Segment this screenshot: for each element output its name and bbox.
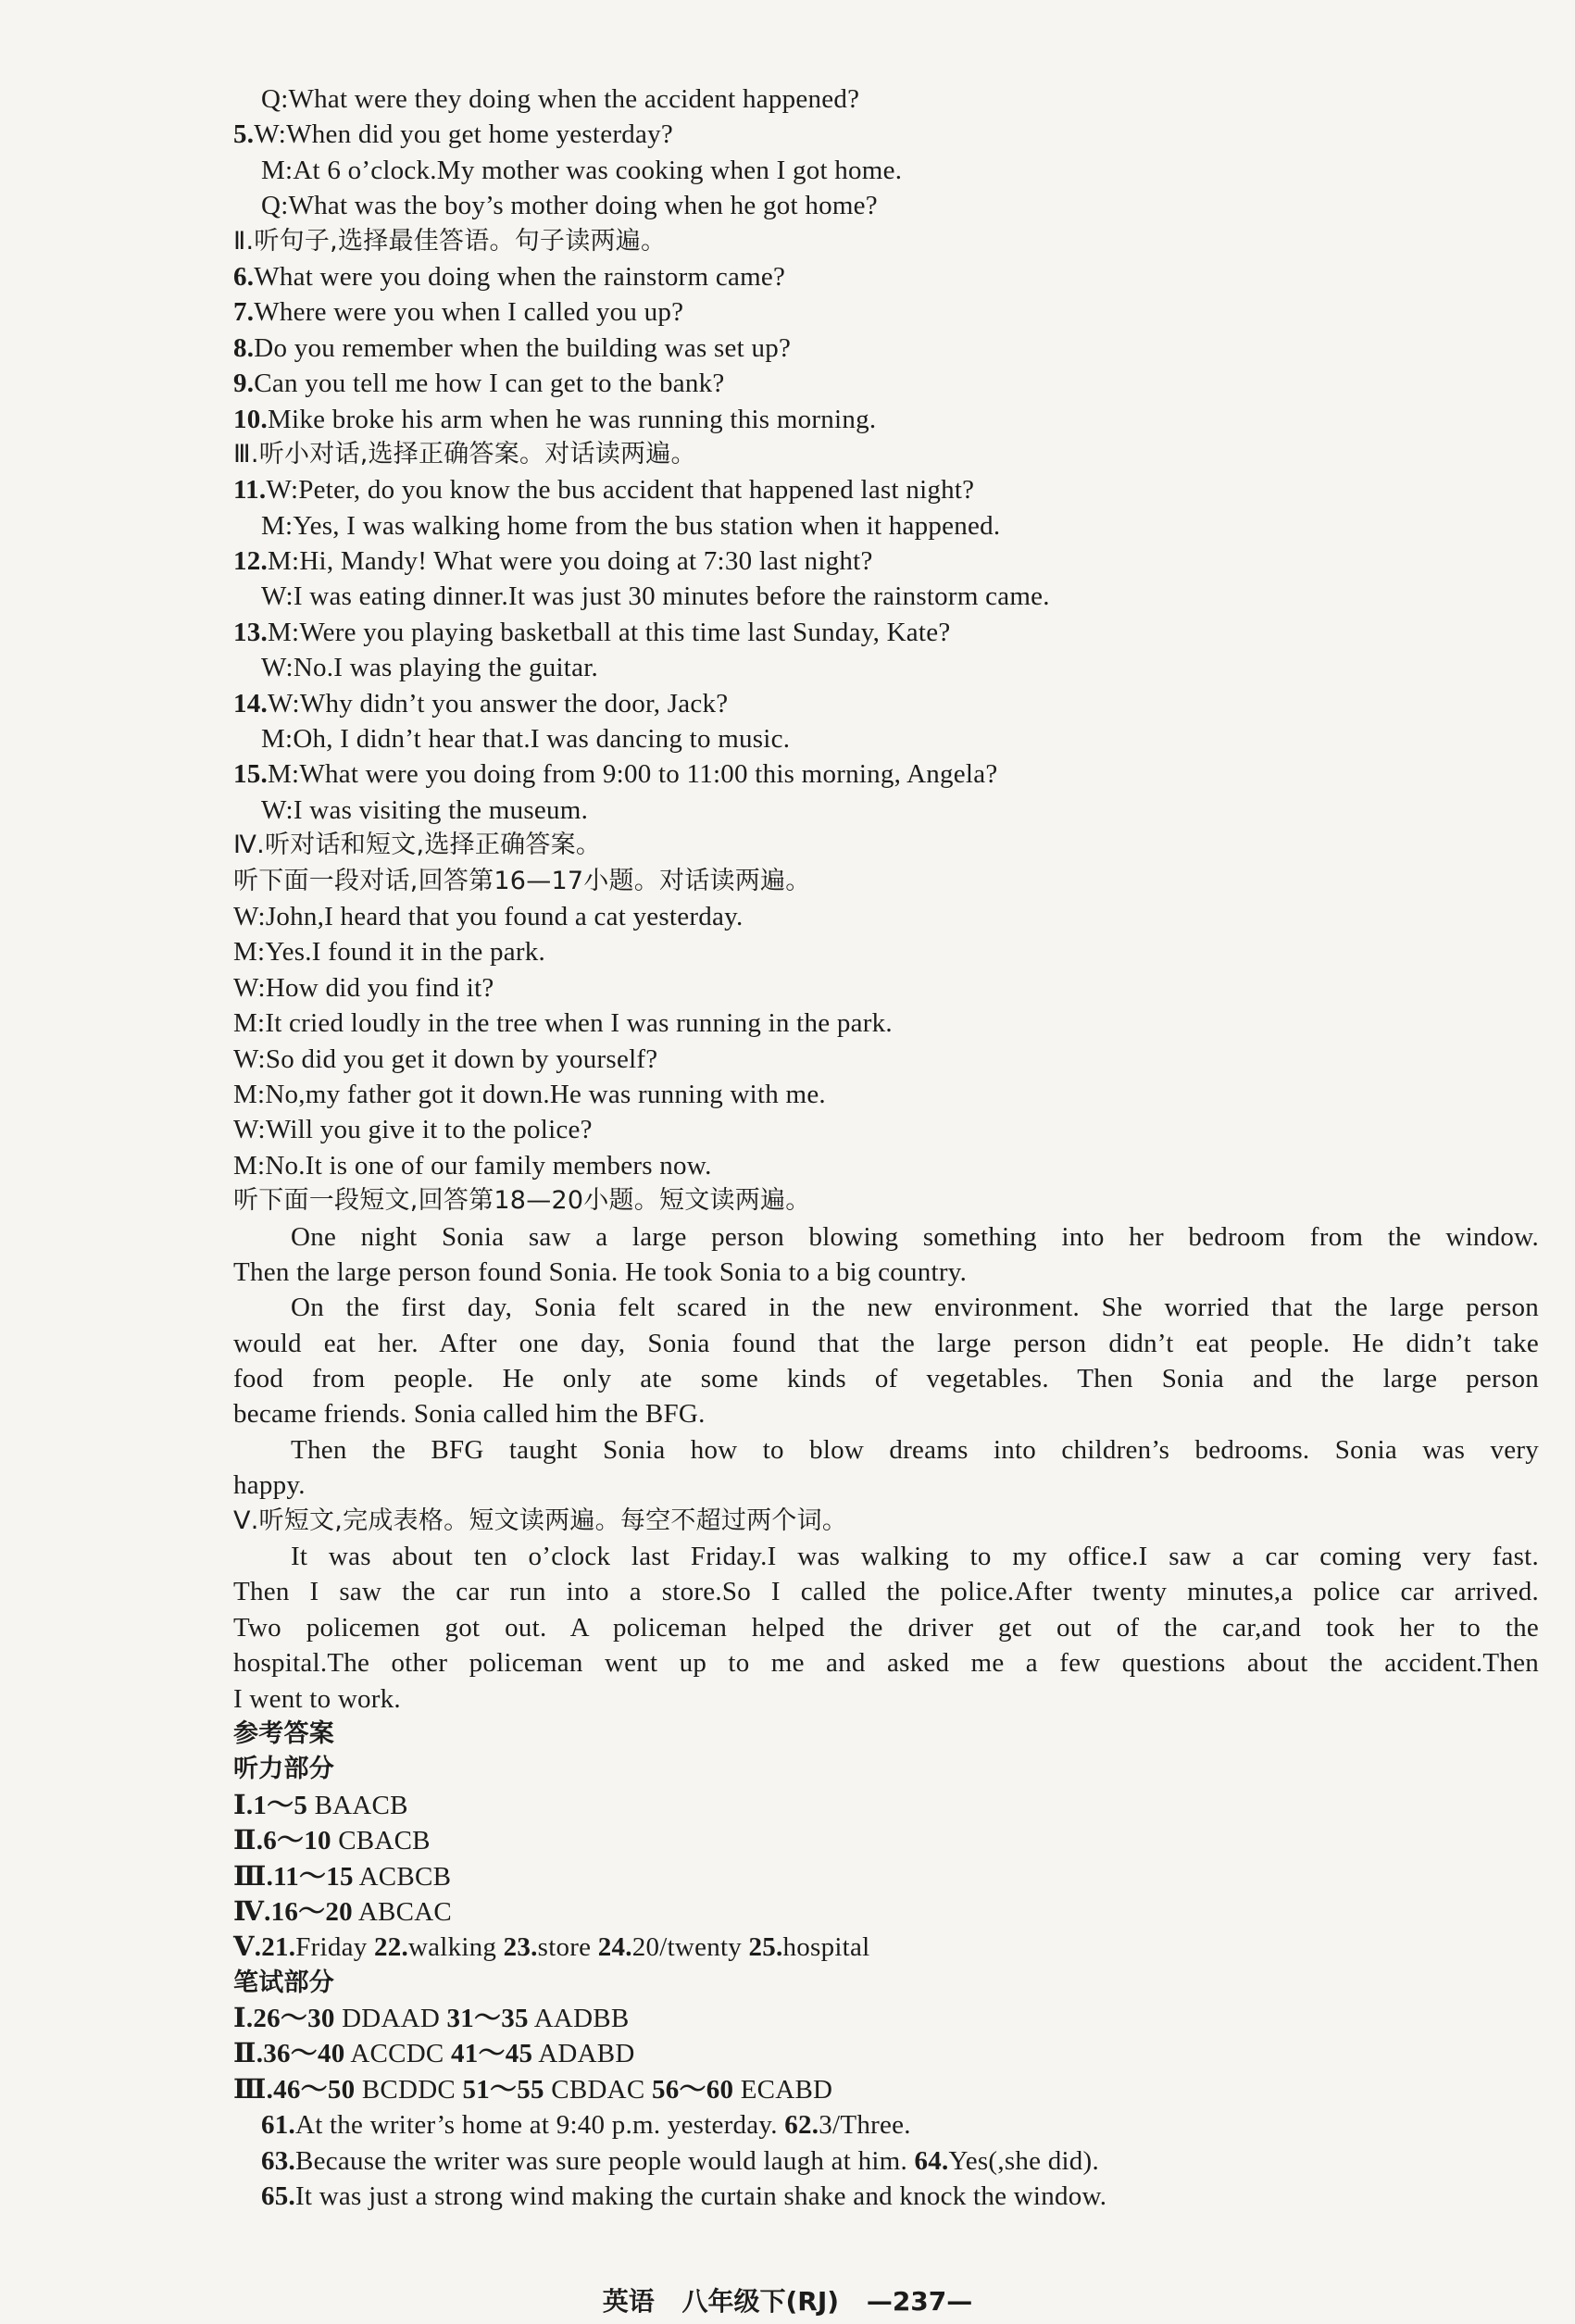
line-text: ACBCB [353, 1861, 452, 1892]
line-text: W:How did you find it? [233, 972, 494, 1003]
line-text: M:At 6 o’clock.My mother was cooking when I got home. [261, 155, 903, 185]
text-line [233, 793, 1539, 828]
text-line [233, 1219, 1539, 1255]
text-line [233, 1966, 1539, 2001]
text-line [233, 153, 1539, 188]
item-number: 41～45 [451, 2039, 533, 2069]
line-text: 听下面一段对话,回答第16—17小题。对话读两遍。 [233, 866, 811, 895]
item-number: 63. [261, 2145, 295, 2176]
line-text: Ⅱ.听句子,选择最佳答语。句子读两遍。 [233, 226, 667, 256]
text-line [233, 2036, 1539, 2071]
text-line [233, 2001, 1539, 2036]
line-text: store [537, 1932, 598, 1963]
line-text: M:Were you playing basketball at this time last Sunday, Kate? [268, 617, 951, 647]
text-line [233, 1255, 1539, 1290]
line-text: M:No,my father got it down.He was running with me. [233, 1079, 826, 1109]
text-line [233, 1610, 1539, 1645]
text-line [233, 1788, 1539, 1823]
page-footer [0, 2285, 1575, 2318]
line-text: Ⅳ.听对话和短文,选择正确答案。 [233, 831, 602, 860]
text-line [233, 650, 1539, 685]
item-number: Ⅱ.6～10 [233, 1826, 331, 1856]
line-text: One night Sonia saw a large person blowing something into her bedroom from the window. [291, 1221, 1539, 1252]
line-text: Mike broke his arm when he was running this morning. [268, 404, 877, 434]
line-text: It was just a strong wind making the curtain shake and knock the window. [295, 2181, 1107, 2212]
line-text: Then the large person found Sonia. He took Sonia to a big country. [233, 1256, 968, 1287]
text-line [233, 1717, 1539, 1752]
text-line [233, 1574, 1539, 1609]
line-text: 笔试部分 [233, 1968, 334, 1997]
line-text: 参考答案 [233, 1718, 334, 1748]
line-text: ABCAC [352, 1896, 452, 1927]
item-number: Ⅳ.16～20 [233, 1896, 353, 1927]
item-number: 61. [261, 2110, 295, 2141]
text-line [233, 864, 1539, 899]
line-text: W:Peter, do you know the bus accident that happened last night? [266, 475, 975, 506]
text-line [233, 686, 1539, 721]
line-text: W:So did you get it down by yourself? [233, 1043, 658, 1074]
item-number: 9. [233, 369, 255, 399]
line-text: Q:What were they doing when the accident happened? [261, 84, 860, 114]
text-line [233, 721, 1539, 756]
line-text: Can you tell me how I can get to the bank? [254, 369, 725, 399]
text-line [233, 294, 1539, 330]
text-line [233, 1894, 1539, 1930]
line-text: Yes(,she did). [948, 2145, 1099, 2176]
text-line [233, 1112, 1539, 1147]
item-number: 56～60 [651, 2074, 734, 2105]
text-line [233, 2179, 1539, 2214]
text-line [233, 2107, 1539, 2143]
item-number: 11. [233, 475, 267, 506]
line-text: 3/Three. [819, 2110, 911, 2141]
line-text: W:Will you give it to the police? [233, 1115, 593, 1145]
line-text: What were you doing when the rainstorm came? [254, 261, 786, 292]
line-text: AADBB [528, 2004, 630, 2034]
line-text: hospital.The other policeman went up to me and asked me a few questions about the accident.Then [233, 1648, 1539, 1679]
footer-page-number: —237— [866, 2286, 973, 2317]
line-text: Q:What was the boy’s mother doing when he got home? [261, 191, 878, 221]
item-number: 6. [233, 261, 255, 292]
text-line [233, 1361, 1539, 1396]
line-text: CBDAC [544, 2074, 652, 2105]
text-line [233, 402, 1539, 437]
item-number: 14. [233, 688, 268, 718]
item-number: 5. [233, 119, 255, 150]
line-text: 20/twenty [631, 1932, 749, 1963]
text-line [233, 1823, 1539, 1858]
line-text: I went to work. [233, 1683, 401, 1714]
text-line [233, 1645, 1539, 1681]
line-text: M:Hi, Mandy! What were you doing at 7:30 last night? [268, 546, 873, 577]
line-text: would eat her. After one day, Sonia found that the large person didn’t eat people. He didn’t take [233, 1328, 1539, 1358]
text-line [233, 117, 1539, 152]
text-line [233, 259, 1539, 294]
text-line [233, 188, 1539, 223]
text-line [233, 1930, 1539, 1965]
line-text: M:Oh, I didn’t hear that.I was dancing to music. [261, 724, 791, 755]
line-text: M:What were you doing from 9:00 to 11:00 this morning, Angela? [268, 759, 998, 790]
text-line [233, 1326, 1539, 1361]
line-text: W:When did you get home yesterday? [254, 119, 673, 150]
text-line [233, 1396, 1539, 1431]
line-text: Because the writer was sure people would laugh at him. [295, 2145, 915, 2176]
line-text: Friday [295, 1932, 374, 1963]
text-line [233, 508, 1539, 544]
line-text: walking [407, 1932, 504, 1963]
line-text: Where were you when I called you up? [254, 297, 684, 328]
line-text: W:I was visiting the museum. [261, 794, 589, 825]
item-number: 23. [503, 1932, 538, 1963]
line-text: Two policemen got out. A policeman helped the driver get out of the car,and took her to the [233, 1612, 1539, 1643]
line-text: ADABD [532, 2039, 635, 2069]
text-line [233, 472, 1539, 507]
line-text: Ⅲ.听小对话,选择正确答案。对话读两遍。 [233, 439, 696, 469]
text-line [233, 224, 1539, 259]
line-text: ECABD [733, 2074, 833, 2105]
line-text: BAACB [307, 1790, 408, 1820]
text-line [233, 366, 1539, 401]
page-content [233, 81, 1539, 2214]
text-line [233, 899, 1539, 934]
line-text: ACCDC [344, 2039, 452, 2069]
text-line [233, 1006, 1539, 1041]
item-number: Ⅲ.46～50 [233, 2074, 356, 2105]
item-number: Ⅴ.21. [233, 1932, 296, 1963]
line-text: M:No.It is one of our family members now. [233, 1150, 712, 1181]
text-line [233, 1042, 1539, 1077]
line-text: happy. [233, 1470, 306, 1501]
item-number: 22. [373, 1932, 408, 1963]
item-number: 15. [233, 759, 268, 790]
text-line [233, 934, 1539, 969]
item-number: Ⅱ.36～40 [233, 2039, 345, 2069]
line-text: M:It cried loudly in the tree when I was running in the park. [233, 1008, 893, 1039]
item-number: 62. [784, 2110, 819, 2141]
item-number: 51～55 [462, 2074, 544, 2105]
text-line [233, 1468, 1539, 1503]
text-line [233, 544, 1539, 579]
text-line [233, 615, 1539, 650]
footer-subject: 英语 [602, 2286, 655, 2317]
line-text: Then the BFG taught Sonia how to blow dreams into children’s bedrooms. Sonia was very [291, 1434, 1539, 1465]
text-line [233, 828, 1539, 863]
text-line [233, 1183, 1539, 1218]
line-text: At the writer’s home at 9:40 p.m. yesterday. [295, 2110, 785, 2141]
text-line [233, 1859, 1539, 1894]
item-number: 65. [261, 2181, 295, 2212]
text-line [233, 1148, 1539, 1183]
line-text: W:No.I was playing the guitar. [261, 653, 599, 683]
text-line [233, 1432, 1539, 1468]
text-line [233, 970, 1539, 1006]
text-line [233, 437, 1539, 472]
line-text: DDAAD [334, 2004, 447, 2034]
item-number: 8. [233, 332, 255, 363]
line-text: Do you remember when the building was set up? [254, 332, 792, 363]
text-line [233, 1504, 1539, 1539]
item-number: 24. [597, 1932, 632, 1963]
line-text: It was about ten o’clock last Friday.I was walking to my office.I saw a car coming very fast. [291, 1542, 1539, 1572]
item-number: Ⅰ.1～5 [233, 1790, 308, 1820]
text-line [233, 1681, 1539, 1717]
line-text: W:John,I heard that you found a cat yesterday. [233, 901, 744, 931]
text-line [233, 1539, 1539, 1574]
item-number: Ⅲ.11～15 [233, 1861, 354, 1892]
item-number: 64. [914, 2145, 949, 2176]
line-text: 听力部分 [233, 1755, 334, 1784]
item-number: 31～35 [446, 2004, 529, 2034]
text-line [233, 1077, 1539, 1112]
item-number: Ⅰ.26～30 [233, 2004, 335, 2034]
line-text: BCDDC [355, 2074, 463, 2105]
text-line [233, 2072, 1539, 2107]
item-number: 25. [748, 1932, 783, 1963]
text-line [233, 2143, 1539, 2179]
item-number: 12. [233, 546, 268, 577]
line-text: M:Yes.I found it in the park. [233, 937, 545, 968]
line-text: W:Why didn’t you answer the door, Jack? [268, 688, 729, 718]
line-text: became friends. Sonia called him the BFG. [233, 1399, 706, 1430]
line-text: Ⅴ.听短文,完成表格。短文读两遍。每空不超过两个词。 [233, 1506, 848, 1535]
footer-grade: 八年级下(RJ) [681, 2286, 840, 2317]
text-line [233, 1752, 1539, 1787]
text-line [233, 81, 1539, 117]
item-number: 7. [233, 297, 255, 328]
line-text: CBACB [331, 1826, 431, 1856]
line-text: W:I was eating dinner.It was just 30 minutes before the rainstorm came. [261, 581, 1050, 612]
line-text: 听下面一段短文,回答第18—20小题。短文读两遍。 [233, 1186, 811, 1216]
line-text: Then I saw the car run into a store.So I called the police.After twenty minutes,a police car arrived. [233, 1577, 1539, 1607]
text-line [233, 1290, 1539, 1325]
item-number: 10. [233, 404, 268, 434]
text-line [233, 331, 1539, 366]
text-line [233, 756, 1539, 792]
text-line [233, 579, 1539, 614]
line-text: On the first day, Sonia felt scared in the new environment. She worried that the large person [291, 1293, 1539, 1323]
line-text: M:Yes, I was walking home from the bus station when it happened. [261, 510, 1001, 541]
line-text: hospital [782, 1932, 870, 1963]
line-text: food from people. He only ate some kinds of vegetables. Then Sonia and the large person [233, 1364, 1539, 1394]
item-number: 13. [233, 617, 268, 647]
